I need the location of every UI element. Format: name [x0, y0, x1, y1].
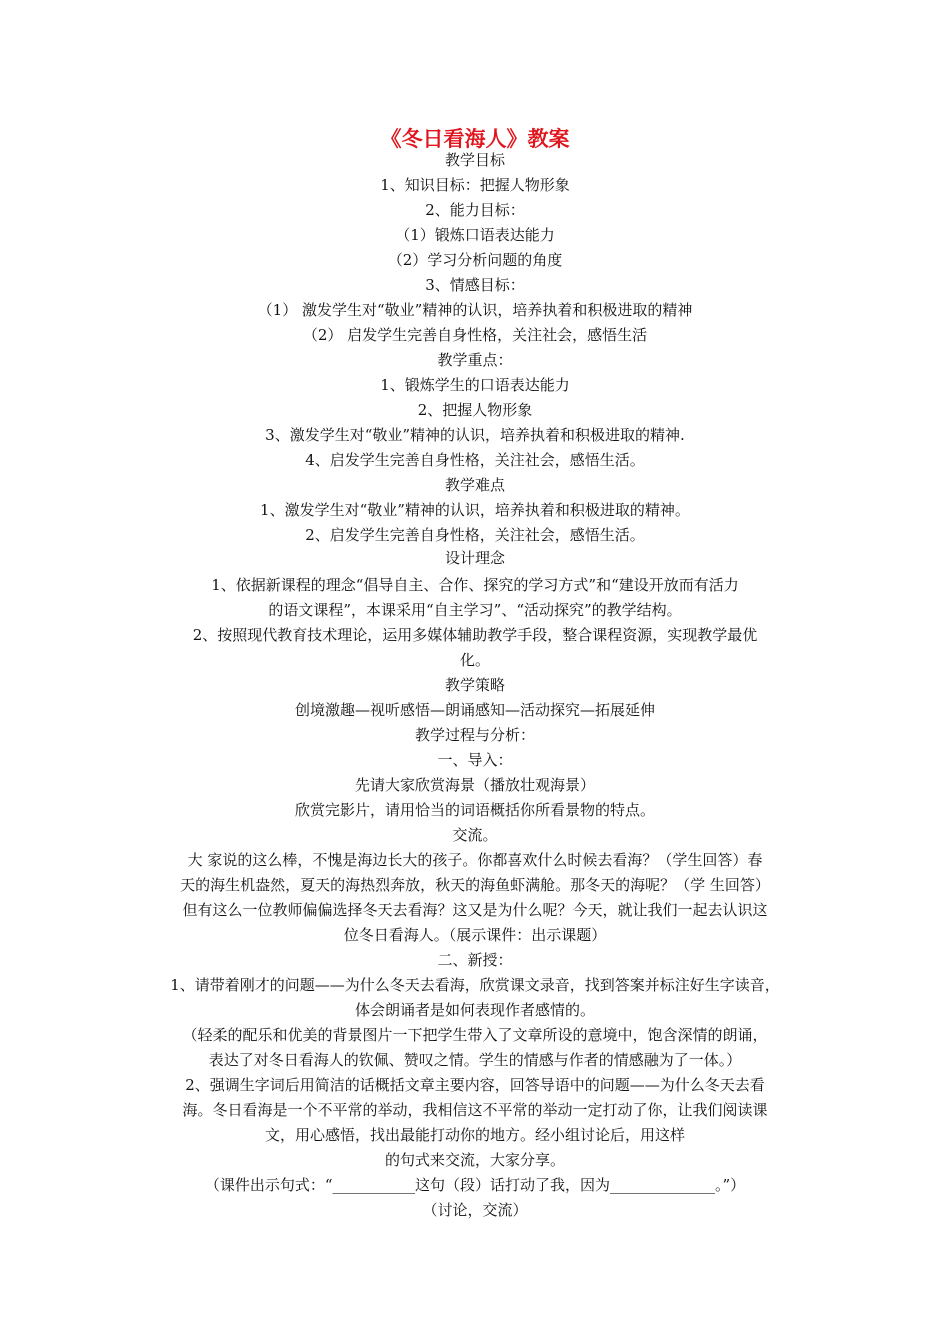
text-line: 教学过程与分析： [414, 726, 535, 744]
text-line: 欣赏完影片，请用恰当的词语概括你所看景物的特点。 [294, 801, 655, 819]
text-line: 设计理念 [444, 549, 505, 567]
text-line: 1、依据新课程的理念“倡导自主、合作、探究的学习方式”和“建设开放而有活力 [211, 576, 739, 594]
text-line: 文，用心感悟，找出最能打动你的地方。经小组讨论后，用这样 [264, 1126, 685, 1144]
text-line: 2、按照现代教育技术理论，运用多媒体辅助教学手段，整合课程资源，实现教学最优 [192, 626, 758, 644]
text-line: 化。 [459, 651, 490, 669]
text-line: 教学策略 [444, 676, 505, 694]
text-line: 但有这么一位教师偏偏选择冬天去看海？这又是为什么呢？今天，就让我们一起去认识这 [182, 901, 768, 919]
text-line: 1、请带着刚才的问题——为什么冬天去看海，欣赏课文录音，找到答案并标注好生字读音， [170, 976, 780, 994]
text-line: 2、能力目标： [425, 201, 525, 219]
text-line: （1）锻炼口语表达能力 [395, 226, 555, 244]
text-line: 1、知识目标：把握人物形象 [380, 176, 570, 194]
text-line: 1、激发学生对“敬业”精神的认识，培养执着和积极进取的精神。 [260, 501, 690, 519]
text-line: 教学难点 [444, 476, 505, 494]
text-line: 二、新授： [437, 951, 513, 969]
text-line: 4、启发学生完善自身性格，关注社会，感悟生活。 [305, 451, 645, 469]
text-line: 海。冬日看海是一个不平常的举动，我相信这不平常的举动一定打动了你，让我们阅读课 [182, 1101, 768, 1119]
text-line: （2）学习分析问题的角度 [387, 251, 563, 269]
text-line: 教学重点： [437, 351, 513, 369]
text-line: 的句式来交流，大家分享。 [384, 1151, 565, 1169]
text-line: 创境激趣—视听感悟—朗诵感知—活动探究—拓展延伸 [294, 701, 655, 719]
text-line: 3、激发学生对“敬业”精神的认识，培养执着和积极进取的精神. [265, 426, 685, 444]
text-line: （轻柔的配乐和优美的背景图片一下把学生带入了文章所设的意境中，饱含深情的朗诵， [182, 1026, 768, 1044]
text-line: 位冬日看海人。（展示课件：出示课题） [343, 926, 607, 944]
text-line: 交流。 [452, 826, 498, 844]
document-title: 《冬日看海人》教案 [380, 127, 570, 151]
text-line: 2、启发学生完善自身性格，关注社会，感悟生活。 [305, 526, 645, 544]
text-line: 天的海生机盎然，夏天的海热烈奔放，秋天的海鱼虾满舱。那冬天的海呢？（学 生回答） [180, 876, 770, 894]
text-line: 2、强调生字词后用简洁的话概括文章主要内容，回答导语中的问题——为什么冬天去看 [185, 1076, 765, 1094]
text-line: 3、情感目标： [425, 276, 525, 294]
text-line: 体会朗诵者是如何表现作者感情的。 [354, 1001, 595, 1019]
text-line: 1、锻炼学生的口语表达能力 [380, 376, 570, 394]
text-line: 教学目标 [444, 151, 505, 169]
text-line: 表达了对冬日看海人的钦佩、赞叹之情。学生的情感与作者的情感融为了一体。） [208, 1051, 742, 1069]
text-line: 先请大家欣赏海景（播放壮观海景） [354, 776, 595, 794]
text-line: 一、导入： [437, 751, 513, 769]
text-line: 大 家说的这么棒，不愧是海边长大的孩子。你都喜欢什么时候去看海？（学生回答）春 [187, 851, 763, 869]
text-line: （讨论，交流） [422, 1201, 528, 1219]
text-line: （2） 启发学生完善自身性格，关注社会，感悟生活 [302, 326, 648, 344]
text-line: （课件出示句式：“___________这句（段）话打动了我，因为______________。”） [204, 1176, 746, 1194]
text-line: 2、把握人物形象 [417, 401, 533, 419]
text-line: 的语文课程”，本课采用“自主学习”、“活动探究”的教学结构。 [268, 601, 682, 619]
text-line: （1） 激发学生对“敬业”精神的认识，培养执着和积极进取的精神 [257, 301, 693, 319]
